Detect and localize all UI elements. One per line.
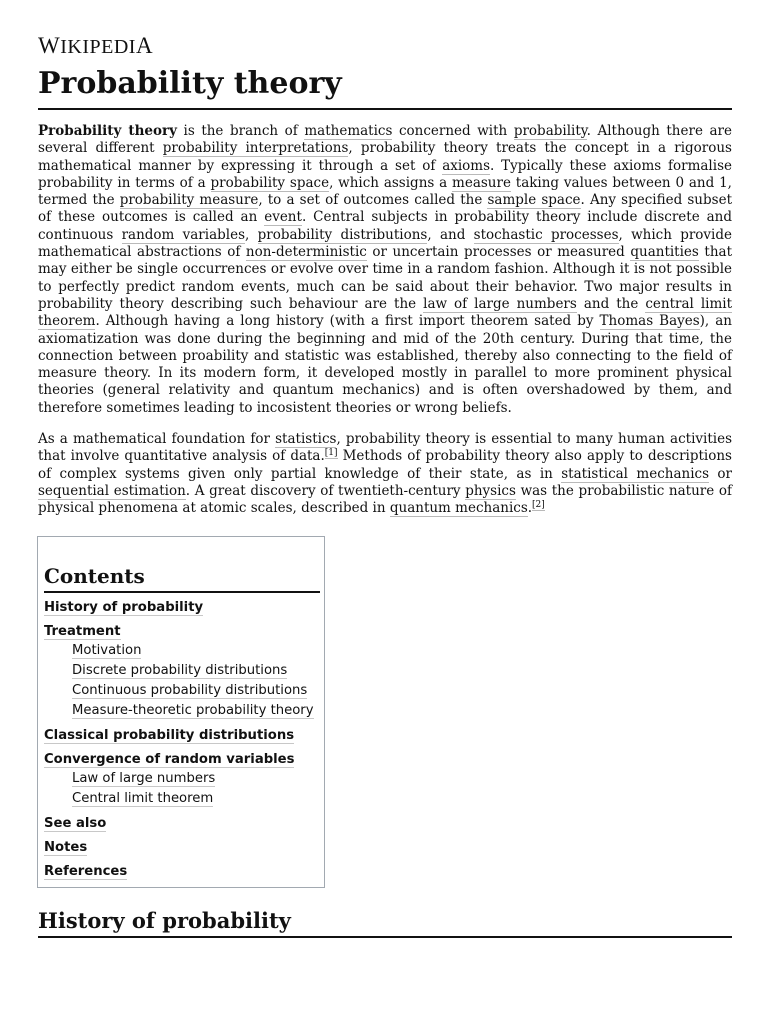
article-link[interactable]: quantities	[630, 244, 699, 261]
article-link[interactable]: probability distributions	[257, 226, 428, 243]
toc-sublist	[44, 641, 318, 721]
article-link[interactable]: measure	[452, 174, 511, 191]
article-link[interactable]: probability interpretations	[162, 140, 349, 157]
text-run: Methods of probability theory also apply to descriptions of complex systems given only partial knowledge of their state, as in	[38, 448, 732, 482]
table-of-contents	[37, 536, 325, 888]
article-link[interactable]: law of large numbers	[423, 295, 577, 312]
article-link[interactable]: probability measure	[119, 192, 259, 209]
intro-paragraph	[38, 123, 732, 417]
article-link[interactable]: quantum mechanics	[389, 500, 528, 517]
toc-subitem[interactable]	[44, 701, 318, 721]
article-link[interactable]: random variables	[121, 226, 245, 243]
text-run: taking values between 0 and 1, termed the	[38, 174, 732, 209]
toc-item[interactable]	[44, 623, 318, 721]
toc-subitem[interactable]	[44, 769, 318, 789]
toc-item[interactable]	[44, 863, 318, 881]
text-run: ,	[245, 226, 258, 243]
text-run: , which provide mathematical abstractions of	[38, 226, 732, 261]
toc-subitem[interactable]	[44, 661, 318, 681]
toc-item[interactable]	[44, 727, 318, 745]
text-run: . Although there are several different	[38, 123, 732, 157]
article-link[interactable]: sample space	[487, 192, 581, 209]
toc-subitem[interactable]	[44, 641, 318, 661]
article-link[interactable]: probability space	[210, 174, 330, 191]
toc-subitem[interactable]	[44, 789, 318, 809]
logo-final: A	[135, 33, 154, 58]
toc-item-label: References	[44, 864, 128, 879]
article-link[interactable]: event	[264, 209, 302, 226]
text-run: . Any specified subset of these outcomes is called an	[38, 192, 732, 226]
text-run: . A great discovery of twentieth-century	[185, 482, 466, 499]
article-body	[38, 123, 732, 532]
toc-item-label: See also	[44, 816, 107, 831]
text-run: , probability theory treats the concept in a rigorous mathematical manner by expressing it through a set of	[38, 140, 732, 174]
toc-subitem-label: Motivation	[72, 643, 142, 658]
toc-subitem-label: Discrete probability distributions	[72, 663, 288, 678]
toc-item[interactable]	[44, 839, 318, 857]
article-link[interactable]: mathematics	[304, 123, 393, 139]
article-link[interactable]: statistical mechanics	[561, 465, 709, 482]
text-run: . Central subjects in probability theory include discrete and continuous	[38, 209, 733, 243]
article-link[interactable]: central limit theorem	[38, 295, 732, 330]
toc-subitem-label: Law of large numbers	[72, 771, 216, 786]
wikipedia-logo[interactable]	[38, 33, 153, 59]
bold-term: Probability theory	[38, 123, 177, 139]
text-run: , probability theory is essential to many human activities that involve quantitative analysis of data.	[38, 431, 732, 465]
article-link[interactable]: stochastic processes	[473, 226, 619, 243]
text-run: or uncertain processes or measured	[366, 244, 631, 261]
toc-list	[44, 599, 318, 881]
toc-item[interactable]	[44, 599, 318, 617]
toc-item-label: Classical probability distributions	[44, 728, 295, 743]
text-run: and the	[576, 295, 646, 312]
text-run: was the probabilistic nature of physical phenomena at atomic scales, described in	[38, 482, 732, 517]
article-link[interactable]: statistics	[275, 431, 337, 448]
citation-link[interactable]: [2]	[532, 499, 545, 510]
text-run: concerned with	[392, 123, 514, 139]
toc-item-label: Notes	[44, 840, 88, 855]
toc-subitem[interactable]	[44, 681, 318, 701]
toc-item-label: Treatment	[44, 624, 121, 639]
toc-item-label: History of probability	[44, 600, 204, 615]
text-run: . Although having a long history (with a first import theorem sated by	[95, 313, 600, 330]
toc-heading: Contents	[44, 561, 320, 593]
toc-subitem-label: Central limit theorem	[72, 791, 214, 806]
toc-subitem-label: Measure-theoretic probability theory	[72, 703, 314, 718]
text-run: or	[709, 465, 732, 482]
article-link[interactable]: probability	[513, 123, 587, 139]
text-run: , and	[427, 226, 474, 243]
logo-initial: W	[38, 33, 61, 58]
text-run: , which assigns a	[329, 174, 453, 191]
article-link[interactable]: axioms	[442, 157, 491, 174]
article-link[interactable]: sequential estimation	[38, 482, 186, 499]
section-heading-history: History of probability	[38, 904, 732, 938]
toc-item-label: Convergence of random variables	[44, 752, 295, 767]
toc-item[interactable]	[44, 815, 318, 833]
logo-middle: IKIPEDI	[60, 36, 136, 58]
toc-subitem-label: Continuous probability distributions	[72, 683, 308, 698]
page-title: Probability theory	[38, 62, 732, 110]
foundation-paragraph	[38, 431, 732, 517]
text-run: , to a set of outcomes called the	[258, 192, 488, 209]
toc-sublist	[44, 769, 318, 809]
citation-link[interactable]: [1]	[324, 447, 338, 458]
toc-item[interactable]	[44, 751, 318, 809]
article-link[interactable]: non-deterministic	[245, 244, 367, 261]
article-link[interactable]: Thomas Bayes	[599, 313, 700, 330]
text-run: ), an axiomatization was done during the beginning and mid of the 20th century. During that time, the connection between proability and statistic was established, thereby also connecting to the field of measure theory. In its modern form, it developed mostly in parallel to more prominent physical theories (general relativity and quantum mechanics) and is often overshadowed by them, and therefore sometimes leading to incosistent theories or wrong beliefs.	[38, 313, 732, 416]
text-run: that may either be single occurrences or evolve over time in a random fashion. Although it is not possible to perfectly predict random events, much can be said about their behavior. Two major results in probability theory describing such behaviour are the	[38, 244, 732, 312]
text-run: As a mathematical foundation for	[38, 431, 276, 448]
text-run: is the branch of	[176, 123, 305, 139]
text-run: . Typically these axioms formalise probability in terms of a	[38, 157, 732, 191]
text-run: .	[527, 500, 533, 517]
article-link[interactable]: physics	[465, 482, 516, 499]
